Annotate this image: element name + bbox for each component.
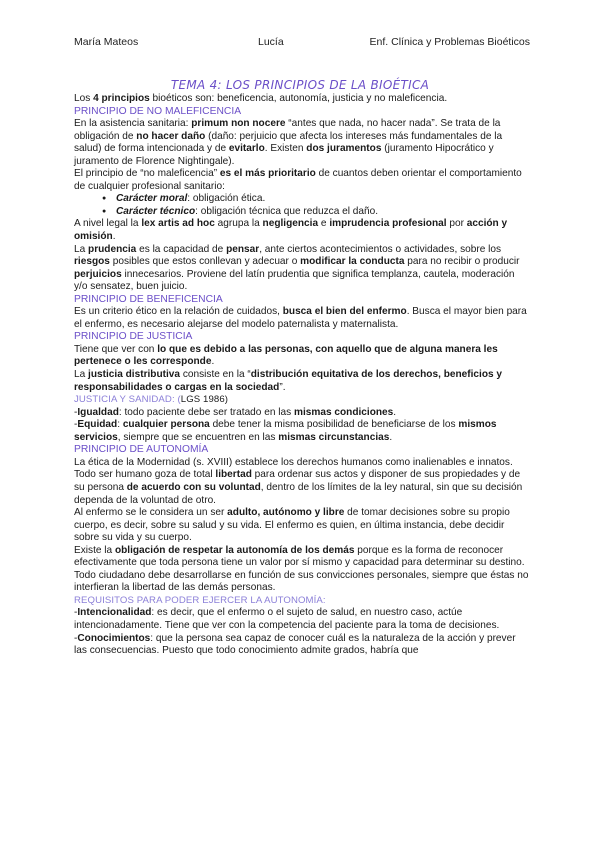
- header-author: María Mateos: [74, 36, 139, 48]
- page-title: TEMA 4: LOS PRINCIPIOS DE LA BIOÉTICA: [170, 78, 430, 92]
- paragraph-intencionalidad: -Intencionalidad: es decir, que el enfermo o el sujeto de salud, en nuestro caso, actúe intencionadamente. Tiene que ver con la competencia del paciente para la toma de decisiones.: [74, 607, 500, 631]
- paragraph-obligacion-respetar: Existe la obligación de respetar la autonomía de los demás porque es la forma de reconocer efectivamente que toda persona tiene un valor por sí mismo y capacidad para determinar su destino. Todo ciudadano debe desarrollarse en función de sus convicciones personales, siempre que éstas no interfieran la libertad de las demás personas.: [74, 544, 529, 594]
- document-body: [74, 93, 530, 658]
- section-heading-autonomia: PRINCIPIO DE AUTONOMÍA: [74, 444, 209, 456]
- paragraph-beneficencia: Es un criterio ético en la relación de cuidados, busca el bien del enfermo. Busca el mayor bien para el enfermo, es necesario alejarse del modelo paternalista y maternalista.: [74, 306, 527, 330]
- header-subject: Enf. Clínica y Problemas Bioéticos: [369, 36, 530, 48]
- section-heading-requisitos: REQUISITOS PARA PODER EJERCER LA AUTONOMÍA:: [74, 594, 326, 606]
- list-item: ● Carácter moral: obligación ética.: [102, 193, 530, 206]
- section-heading-no-maleficencia: PRINCIPIO DE NO MALEFICENCIA: [74, 105, 242, 117]
- page-header: [74, 36, 530, 52]
- section-heading-justicia: PRINCIPIO DE JUSTICIA: [74, 331, 193, 343]
- paragraph-prudencia: La prudencia es la capacidad de pensar, ante ciertos acontecimientos o actividades, sobre los riesgos posibles que estos conllevan y adecuar o modificar la conducta para no recibir o producir perjuicios innecesarios. Proviene del latín prudentia que significa templanza, cautela, moderación y/o sensatez, buen juicio.: [74, 243, 520, 293]
- paragraph-justicia: Tiene que ver con lo que es debido a las personas, con aquello que de alguna manera les pertenece o les corresponde.: [74, 343, 498, 368]
- bullet-list: [74, 193, 530, 218]
- paragraph-igualdad: -Igualdad: todo paciente debe ser tratado en las mismas condiciones.: [74, 406, 397, 418]
- paragraph-primum-non-nocere: En la asistencia sanitaria: primum non nocere “antes que nada, no hacer nada”. Se trata de la obligación de no hacer daño (daño: perjuicio que afecta los intereses más fundamentales de la salud) de forma intencionada y de evitarlo. Existen dos juramentos (juramento Hipocrático y juramento de Florence Nightingale).: [74, 118, 503, 167]
- paragraph-enfermo-autonomo: Al enfermo se le considera un ser adulto, autónomo y libre de tomar decisiones sobre su propio cuerpo, es decir, sobre su salud y su vida. El enfermo es quien, en última instancia, debe decidir sobre su vida y su cuerpo.: [74, 507, 510, 544]
- header-teacher: Lucía: [258, 36, 284, 48]
- paragraph-intro: Los 4 principios bioéticos son: beneficencia, autonomía, justicia y no maleficencia.: [74, 93, 448, 104]
- paragraph-justicia-distributiva: La justicia distributiva consiste en la “distribución equitativa de los derechos, beneficios y responsabilidades o cargas en la sociedad”.: [74, 369, 503, 393]
- paragraph-prioritario: El principio de “no maleficencia” es el más prioritario de cuantos deben orientar el comportamiento de cualquier profesional sanitario:: [74, 168, 522, 192]
- section-heading-beneficencia: PRINCIPIO DE BENEFICENCIA: [74, 293, 223, 305]
- section-heading-justicia-sanidad: JUSTICIA Y SANIDAD: (LGS 1986): [74, 394, 229, 406]
- paragraph-modernidad: La ética de la Modernidad (s. XVIII) establece los derechos humanos como inalienables e innatos. Todo ser humano goza de total libertad para ordenar sus actos y disponer de sus propiedades y de su persona de acuerdo con su voluntad, dentro de los límites de la ley natural, sin que su decisión dependa de la voluntad de otro.: [74, 456, 523, 506]
- paragraph-lex-artis: A nivel legal la lex artis ad hoc agrupa la negligencia e imprudencia profesional por acción y omisión.: [74, 218, 508, 243]
- list-item: ● Carácter técnico: obligación técnica que reduzca el daño.: [102, 206, 530, 219]
- paragraph-equidad: -Equidad: cualquier persona debe tener la misma posibilidad de beneficiarse de los mismos servicios, siempre que se encuentren en las mismas circunstancias.: [74, 419, 497, 443]
- paragraph-conocimientos: -Conocimientos: que la persona sea capaz de conocer cuál es la naturaleza de la acción y prever las consecuencias. Puesto que todo conocimiento admite grados, habría que: [74, 632, 516, 657]
